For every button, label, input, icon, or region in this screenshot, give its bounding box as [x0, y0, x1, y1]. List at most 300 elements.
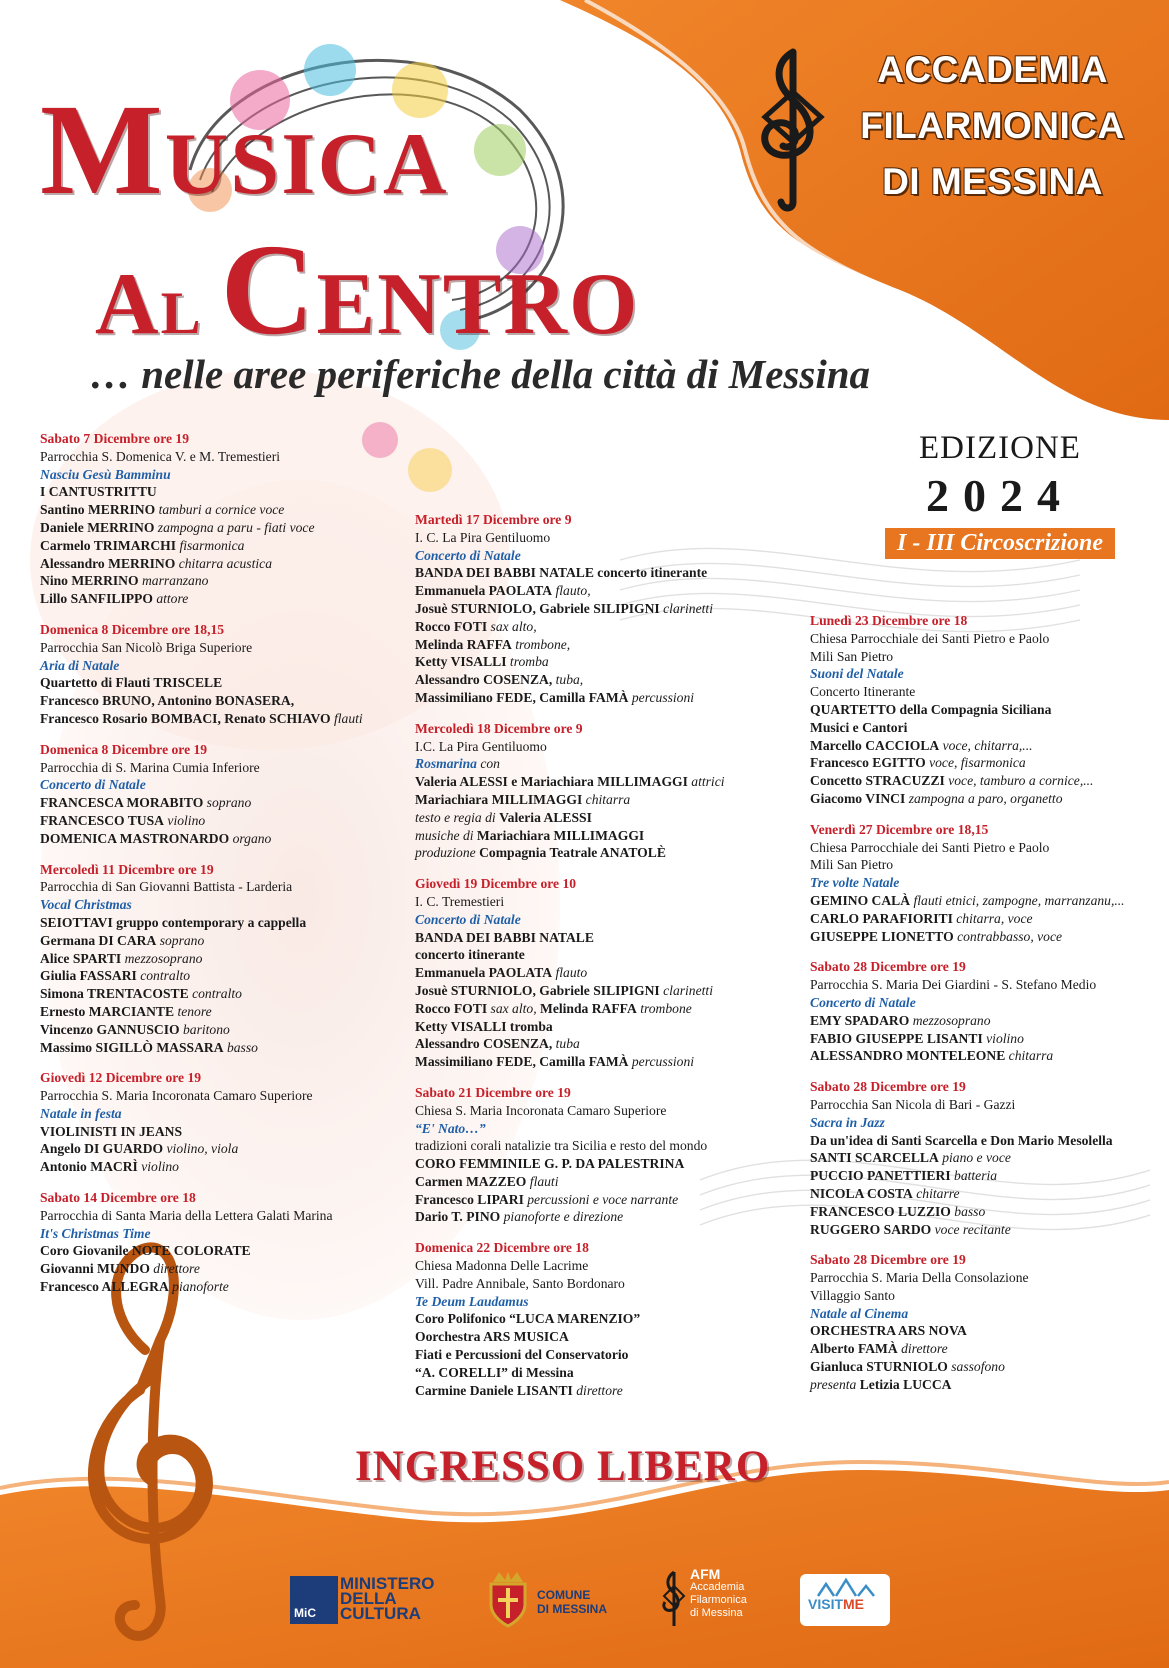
event-date: Lunedì 23 Dicembre ore 18 [810, 613, 968, 628]
performer-name: Gianluca STURNIOLO [810, 1359, 948, 1375]
performer-name: Carmine Daniele LISANTI [415, 1382, 573, 1398]
event-entry [40, 430, 380, 608]
event-title: Rosmarina [415, 756, 477, 772]
performer-name: GEMINO CALÀ [810, 892, 911, 908]
performer-line [40, 1242, 380, 1260]
performer-role: violino [982, 1030, 1024, 1046]
performer-line [40, 1039, 380, 1057]
performer-line [415, 689, 760, 707]
academy-line-1: ACCADEMIA [877, 49, 1108, 90]
performer-role: zampogna a paro, organetto [905, 790, 1063, 806]
performer-name: EMY SPADARO [810, 1012, 910, 1028]
event-title-row [415, 1293, 760, 1311]
event-title: Te Deum Laudamus [415, 1293, 529, 1309]
performer-name: Angelo DI GUARDO [40, 1141, 164, 1157]
performer-line [415, 1364, 760, 1382]
performer-line [810, 701, 1160, 719]
performer-line [415, 1346, 760, 1364]
performer-role: attore [152, 591, 189, 607]
performer-line [40, 830, 380, 848]
performer-name: Letizia LUCCA [859, 1376, 952, 1392]
performer-role: sax alto, [487, 618, 537, 634]
performer-line [810, 1322, 1160, 1340]
event-title: Concerto di Natale [810, 994, 916, 1010]
performer-line [810, 1132, 1160, 1150]
performer-line [810, 1149, 1160, 1167]
performer-note: tradizioni corali natalizie tra Sicilia e resto del mondo [415, 1138, 708, 1154]
event-title-row [810, 994, 1160, 1012]
event-venue: Parrocchia S. Maria Dei Giardini - S. Stefano Medio [810, 977, 1097, 993]
performer-line [415, 1310, 760, 1328]
performer-line [40, 537, 380, 555]
performer-name: CARLO PARAFIORITI [810, 910, 953, 926]
event-date: Sabato 28 Dicembre ore 19 [810, 1252, 966, 1268]
performer-name: Francesco BRUNO, Antonino BONASERA, [40, 693, 295, 709]
event-title-row [415, 911, 760, 929]
performer-role: violino [137, 1159, 179, 1175]
performer-line [40, 1140, 380, 1158]
performer-line [40, 1278, 380, 1296]
performer-line [40, 967, 380, 985]
performer-name: Carmelo TRIMARCHI [40, 537, 177, 553]
performer-line [40, 914, 380, 932]
event-title: Concerto di Natale [40, 777, 146, 793]
event-title-row [810, 1305, 1160, 1323]
performer-role: tenore [174, 1003, 212, 1019]
performer-name: Melinda RAFFA [540, 1000, 637, 1016]
performer-line [810, 772, 1160, 790]
performer-name: Marcello CACCIOLA [810, 737, 940, 753]
event-title: Suoni del Natale [810, 666, 904, 682]
event-title-row [415, 547, 760, 565]
performer-name: Rocco FOTI [415, 618, 488, 634]
performer-name: NICOLA COSTA [810, 1185, 913, 1201]
performer-name: Daniele MERRINO [40, 519, 155, 535]
performer-name: Coro Polifonico “LUCA MARENZIO” [415, 1311, 641, 1327]
performer-role: sax alto, [487, 1000, 540, 1016]
event-venue: I. C. Tremestieri [415, 893, 505, 909]
performer-name: Alessandro COSENZA, [415, 1036, 553, 1052]
performer-line [810, 928, 1160, 946]
performer-line [810, 1221, 1160, 1239]
performer-role: zampogna a paru - fiati voce [154, 519, 315, 535]
performer-role: percussioni [628, 689, 695, 705]
event-venue: Chiesa Parrocchiale dei Santi Pietro e Paolo [810, 630, 1050, 646]
event-entry [415, 1239, 760, 1399]
performer-name: BANDA DEI BABBI NATALE [415, 929, 594, 945]
event-title-row [40, 657, 380, 675]
logo-afm: AFM Accademia Filarmonica di Messina [660, 1568, 780, 1630]
event-venue: Parrocchia S. Domenica V. e M. Tremestieri [40, 448, 280, 464]
performer-line [415, 618, 760, 636]
performer-line [415, 1173, 760, 1191]
performer-name: Mariachiara MILLIMAGGI [476, 827, 645, 843]
performer-role: chitarra acustica [175, 555, 272, 571]
performer-line [40, 932, 380, 950]
performer-role: basso [223, 1039, 258, 1055]
event-venue: Parrocchia S. Maria Della Consolazione [810, 1270, 1029, 1286]
performer-line [415, 827, 760, 845]
performer-role: direttore [897, 1341, 948, 1357]
event-title-row [810, 665, 1160, 683]
event-title: Sacra in Jazz [810, 1114, 885, 1130]
performer-line [415, 1137, 760, 1155]
logo-visitme: VISITME [800, 1568, 895, 1630]
event-title-row [40, 1105, 380, 1123]
performer-line [810, 1185, 1160, 1203]
performer-line [415, 1382, 760, 1400]
event-venue: Villaggio Santo [810, 1287, 895, 1303]
sponsor-logos [290, 1568, 910, 1630]
event-title-row [40, 896, 380, 914]
performer-name: Da un'idea di Santi Scarcella e Don Mario Mesolella [810, 1132, 1113, 1148]
performer-role: tamburi a cornice voce [155, 502, 285, 518]
performer-line [810, 910, 1160, 928]
performer-line [810, 1167, 1160, 1185]
performer-name: Francesco ALLEGRA [40, 1279, 169, 1295]
performer-name: Concetto STRACUZZI [810, 773, 945, 789]
performer-name: Ketty VISALLI tromba [415, 1018, 553, 1034]
program-column-1 [40, 430, 380, 1309]
performer-name: VIOLINISTI IN JEANS [40, 1123, 183, 1139]
performer-line [415, 773, 760, 791]
performer-name: I CANTUSTRITTU [40, 484, 157, 500]
performer-name: Simona TRENTACOSTE [40, 986, 189, 1002]
performer-line [810, 683, 1160, 701]
performer-name: Alessandro COSENZA, [415, 672, 553, 688]
performer-line [415, 1155, 760, 1173]
event-entry [40, 621, 380, 728]
performer-name: RUGGERO SARDO [810, 1221, 932, 1237]
performer-name: Emmanuela PAOLATA [415, 583, 553, 599]
performer-name: Compagnia Teatrale ANATOLÈ [479, 845, 666, 861]
performer-role: contralto [188, 986, 242, 1002]
event-date: Sabato 28 Dicembre ore 19 [810, 1079, 966, 1095]
performer-line [415, 809, 760, 827]
event-title: Concerto di Natale [415, 911, 521, 927]
event-venue: Chiesa S. Maria Incoronata Camaro Superiore [415, 1102, 667, 1118]
performer-line [40, 1123, 380, 1141]
performer-name: Francesco Rosario BOMBACI, Renato SCHIAVO [40, 710, 331, 726]
performer-name: Carmen MAZZEO [415, 1173, 527, 1189]
performer-role: basso [950, 1203, 986, 1219]
comune-crest-icon [485, 1570, 531, 1630]
performer-role: chitarra, voce [952, 910, 1033, 926]
performer-name: SANTI SCARCELLA [810, 1150, 939, 1166]
performer-line [40, 1021, 380, 1039]
event-venue: Parrocchia S. Maria Incoronata Camaro Superiore [40, 1088, 313, 1104]
event-date: Venerdì 27 Dicembre ore 18,15 [810, 821, 989, 837]
performer-role: marranzano [138, 573, 209, 589]
event-date: Sabato 7 Dicembre ore 19 [40, 431, 190, 446]
performer-name: Mariachiara MILLIMAGGI [415, 791, 583, 807]
performer-line [810, 737, 1160, 755]
performer-line [40, 555, 380, 573]
title-line-1: MUSICA [40, 78, 449, 222]
event-entry [415, 875, 760, 1071]
performer-name: Vincenzo GANNUSCIO [40, 1021, 180, 1037]
performer-line [40, 985, 380, 1003]
event-title-row [40, 466, 380, 484]
performer-name: concerto itinerante [415, 947, 525, 963]
event-entry [415, 511, 760, 707]
event-title: Concerto di Natale [415, 547, 521, 563]
performer-role: fisarmonica [176, 537, 245, 553]
performer-line [415, 1018, 760, 1036]
performer-line [415, 1035, 760, 1053]
performer-name: Antonio MACRÌ [40, 1159, 138, 1175]
event-date: Mercoledì 11 Dicembre ore 19 [40, 861, 214, 877]
performer-name: Valeria ALESSI e Mariachiara MILLIMAGGI [415, 774, 688, 790]
performer-role: musiche di [415, 827, 477, 843]
performer-name: Ketty VISALLI [415, 654, 507, 670]
performer-name: ALESSANDRO MONTELEONE [810, 1048, 1006, 1064]
event-venue: Parrocchia di San Giovanni Battista - Larderia [40, 879, 293, 895]
performer-role: soprano [156, 932, 205, 948]
event-date: Sabato 28 Dicembre ore 19 [810, 959, 966, 975]
performer-name: Fiati e Percussioni del Conservatorio [415, 1347, 629, 1363]
performer-role: organo [229, 830, 272, 846]
performer-role: pianoforte [168, 1279, 229, 1295]
event-date: Sabato 21 Dicembre ore 19 [415, 1084, 571, 1100]
performer-line [415, 636, 760, 654]
event-date: Domenica 8 Dicembre ore 18,15 [40, 621, 225, 637]
performer-role: clarinetti [659, 982, 713, 998]
event-title: It's Christmas Time [40, 1225, 151, 1241]
performer-role: trombone [636, 1000, 692, 1016]
program-column-2 [415, 511, 760, 1412]
mic-badge: MiC [294, 1606, 316, 1620]
performer-line [40, 1260, 380, 1278]
event-date: Sabato 14 Dicembre ore 18 [40, 1190, 196, 1206]
performer-line [415, 946, 760, 964]
performer-name: FRANCESCA MORABITO [40, 795, 204, 811]
event-title: “E' Nato…” [415, 1120, 486, 1136]
performer-name: Rocco FOTI [415, 1000, 488, 1016]
event-date: Domenica 22 Dicembre ore 18 [415, 1240, 589, 1256]
performer-role: flauti [526, 1173, 559, 1189]
performer-role: tuba [552, 1036, 580, 1052]
performer-line [810, 1012, 1160, 1030]
performer-name: Quartetto di Flauti TRISCELE [40, 675, 223, 691]
performer-name: Oorchestra ARS MUSICA [415, 1329, 569, 1345]
edition-label: EDIZIONE [919, 430, 1081, 466]
performer-role: soprano [203, 795, 252, 811]
performer-name: FRANCESCO LUZZIO [810, 1203, 951, 1219]
event-title-row [415, 755, 760, 773]
performer-name: Giulia FASSARI [40, 968, 137, 984]
performer-role: direttore [572, 1382, 623, 1398]
performer-name: GIUSEPPE LIONETTO [810, 928, 954, 944]
program-column-3 [810, 612, 1160, 1407]
event-venue: I.C. La Pira Gentiluomo [415, 738, 547, 754]
performer-line [415, 791, 760, 809]
event-venue: Parrocchia di S. Marina Cumia Inferiore [40, 759, 260, 775]
main-title [40, 78, 820, 368]
performer-name: CORO FEMMINILE G. P. DA PALESTRINA [415, 1156, 685, 1172]
performer-name: Dario T. PINO [415, 1209, 501, 1225]
performer-line [415, 844, 760, 862]
performer-line [810, 1047, 1160, 1065]
performer-line [415, 582, 760, 600]
performer-line [40, 501, 380, 519]
performer-role: flauti etnici, zampogne, marranzanu,... [910, 892, 1125, 908]
event-entry [415, 720, 760, 862]
performer-line [415, 929, 760, 947]
performer-name: Nino MERRINO [40, 573, 139, 589]
event-entry [40, 1069, 380, 1176]
performer-line [810, 1203, 1160, 1221]
performer-role: flauto [552, 965, 588, 981]
performer-name: Melinda RAFFA [415, 636, 512, 652]
performer-name: “A. CORELLI” di Messina [415, 1364, 574, 1380]
event-title: Vocal Christmas [40, 897, 132, 913]
performer-role: flauti [330, 710, 363, 726]
performer-line [810, 1030, 1160, 1048]
performer-role: chitarra [582, 791, 631, 807]
performer-name: FRANCESCO TUSA [40, 812, 165, 828]
afm-clef-icon [660, 1568, 686, 1630]
performer-role: direttore [149, 1261, 200, 1277]
free-entry-banner: INGRESSO LIBERO [355, 1443, 771, 1490]
event-title-row [810, 874, 1160, 892]
event-entry [40, 741, 380, 848]
logo-comune-messina: COMUNE DI MESSINA [485, 1568, 625, 1630]
performer-name: SEIOTTAVI gruppo contemporary a cappella [40, 914, 307, 930]
performer-role: percussioni e voce narrante [523, 1191, 679, 1207]
performer-name: Giacomo VINCI [810, 790, 906, 806]
performer-role: percussioni [628, 1054, 695, 1070]
performer-name: Massimiliano FEDE, Camilla FAMÀ [415, 1054, 629, 1070]
performer-role: voce, tamburo a cornice,... [944, 773, 1094, 789]
performer-line [415, 1208, 760, 1226]
event-title: Natale al Cinema [810, 1305, 909, 1321]
performer-name: Germana DI CARA [40, 932, 157, 948]
performer-role: sassofono [947, 1359, 1005, 1375]
performer-role: testo e regia di [415, 809, 500, 825]
event-title-suffix: con [476, 756, 500, 772]
performer-name: Josuè STURNIOLO, Gabriele SILIPIGNI [415, 982, 660, 998]
performer-line [810, 790, 1160, 808]
performer-name: Coro Giovanile NOTE COLORATE [40, 1243, 251, 1259]
performer-line [40, 483, 380, 501]
performer-role: batteria [950, 1168, 998, 1184]
performer-role: chitarre [912, 1185, 960, 1201]
event-date: Mercoledì 18 Dicembre ore 9 [415, 720, 583, 736]
performer-role: presenta [810, 1376, 860, 1392]
performer-role: baritono [179, 1021, 230, 1037]
visitme-skyline-icon [816, 1576, 876, 1598]
performer-name: Josuè STURNIOLO, Gabriele SILIPIGNI [415, 600, 660, 616]
event-title-row [40, 776, 380, 794]
performer-role: violino, viola [163, 1141, 239, 1157]
performer-role: tromba [506, 654, 549, 670]
performer-role: piano e voce [938, 1150, 1011, 1166]
event-entry [40, 1189, 380, 1296]
performer-line [810, 1358, 1160, 1376]
performer-name: Alessandro MERRINO [40, 555, 176, 571]
performer-line [810, 892, 1160, 910]
performer-name: ORCHESTRA ARS NOVA [810, 1323, 967, 1339]
performer-line [415, 1191, 760, 1209]
academy-line-3: DI MESSINA [882, 161, 1103, 202]
performer-name: Valeria ALESSI [499, 809, 592, 825]
performer-line [415, 1000, 760, 1018]
performer-name: Musici e Cantori [810, 719, 908, 735]
performer-name: Alberto FAMÀ [810, 1341, 898, 1357]
performer-line [40, 812, 380, 830]
event-date: Domenica 8 Dicembre ore 19 [40, 741, 208, 757]
performer-line [810, 1340, 1160, 1358]
performer-line [415, 982, 760, 1000]
performer-role: clarinetti [659, 600, 713, 616]
event-venue: Chiesa Madonna Delle Lacrime [415, 1258, 589, 1274]
performer-role: violino [164, 812, 206, 828]
event-title: Tre volte Natale [810, 875, 900, 891]
performer-role: voce, chitarra,... [939, 737, 1033, 753]
performer-name: Alice SPARTI [40, 950, 122, 966]
performer-name: Francesco EGITTO [810, 755, 926, 771]
performer-line [40, 674, 380, 692]
title-line-2: AL CENTRO [95, 218, 640, 362]
event-entry [415, 1084, 760, 1226]
performer-role: contrabbasso, voce [953, 928, 1063, 944]
event-venue: Parrocchia San Nicola di Bari - Gazzi [810, 1096, 1016, 1112]
event-venue: Mili San Pietro [810, 857, 894, 873]
performer-name: PUCCIO PANETTIERI [810, 1168, 951, 1184]
performer-line [415, 600, 760, 618]
performer-line [40, 692, 380, 710]
performer-role: trombone, [511, 636, 571, 652]
performer-name: Emmanuela PAOLATA [415, 965, 553, 981]
performer-name: FABIO GIUSEPPE LISANTI [810, 1030, 983, 1046]
event-venue: Parrocchia San Nicolò Briga Superiore [40, 639, 253, 655]
performer-role: attrici [687, 774, 725, 790]
performer-name: BANDA DEI BABBI NATALE concerto itinerante [415, 565, 708, 581]
event-date: Giovedì 19 Dicembre ore 10 [415, 876, 577, 892]
edition-block [860, 430, 1140, 559]
performer-line [40, 950, 380, 968]
event-entry [40, 861, 380, 1057]
performer-line [415, 671, 760, 689]
performer-name: Massimiliano FEDE, Camilla FAMÀ [415, 689, 629, 705]
event-title: Aria di Natale [40, 657, 120, 673]
event-date: Martedì 17 Dicembre ore 9 [415, 512, 572, 527]
performer-role: voce recitante [931, 1221, 1011, 1237]
event-date: Giovedì 12 Dicembre ore 19 [40, 1070, 202, 1086]
performer-role: mezzosoprano [121, 950, 203, 966]
event-title: Natale in festa [40, 1105, 122, 1121]
event-venue: I. C. La Pira Gentiluomo [415, 529, 551, 545]
performer-role: produzione [415, 845, 480, 861]
event-title-row [415, 1120, 760, 1138]
performer-line [40, 1158, 380, 1176]
event-venue: Parrocchia di Santa Maria della Lettera Galati Marina [40, 1207, 333, 1223]
academy-line-2: FILARMONICA [860, 105, 1125, 146]
event-title-row [40, 1225, 380, 1243]
event-venue: Vill. Padre Annibale, Santo Bordonaro [415, 1275, 625, 1291]
event-entry [810, 1251, 1160, 1393]
performer-name: Ernesto MARCIANTE [40, 1003, 175, 1019]
event-entry [810, 612, 1160, 808]
logo-ministero-cultura: MiC MINISTERO DELLA CULTURA [290, 1568, 430, 1630]
event-venue: Chiesa Parrocchiale dei Santi Pietro e Paolo [810, 839, 1050, 855]
performer-line [40, 794, 380, 812]
performer-line [40, 572, 380, 590]
performer-line [40, 710, 380, 728]
performer-name: DOMENICA MASTRONARDO [40, 830, 230, 846]
performer-role: chitarra [1005, 1048, 1054, 1064]
